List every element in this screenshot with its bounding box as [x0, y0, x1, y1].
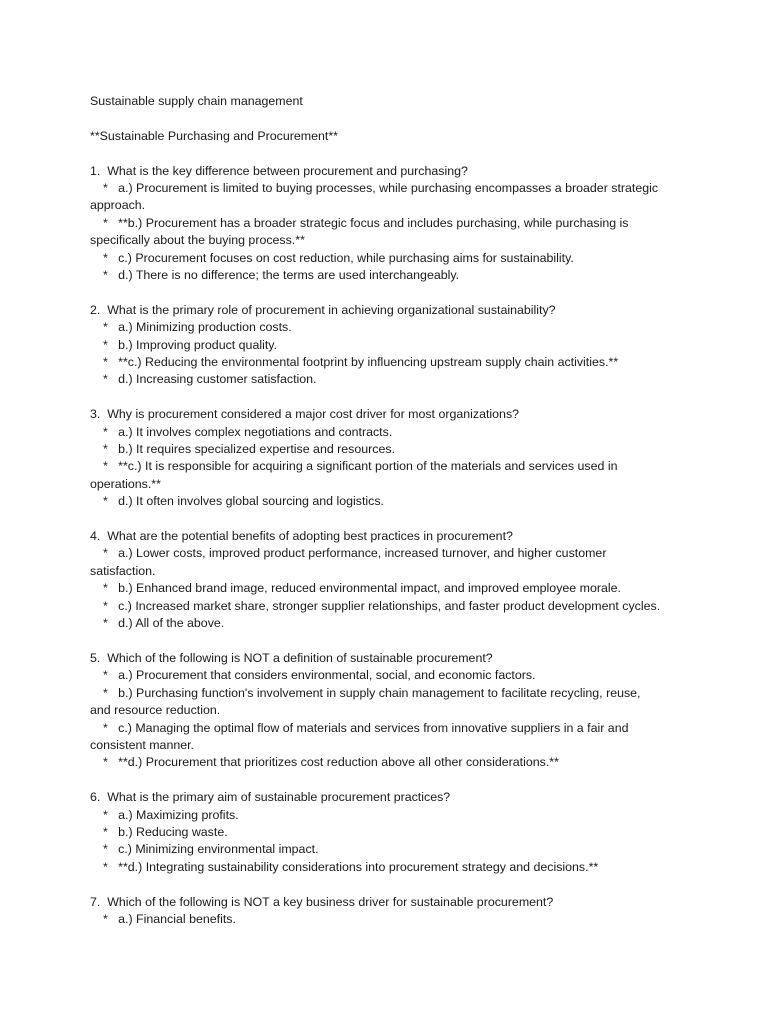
- answer-option-text: * **d.) Integrating sustainability considerations into procurement strategy and decisions.**: [103, 859, 599, 874]
- question-text: 4. What are the potential benefits of adopting best practices in procurement?: [90, 529, 513, 544]
- answer-option: [90, 215, 708, 250]
- answer-option: [90, 859, 708, 876]
- answer-option: [90, 598, 708, 615]
- answer-option-continuation: operations.**: [90, 476, 161, 491]
- question-block: [90, 789, 708, 893]
- answer-option-text: * a.) Financial benefits.: [103, 911, 236, 926]
- answer-option-text: * a.) Procurement is limited to buying processes, while purchasing encompasses a broader strategic: [103, 181, 659, 195]
- question-text: 2. What is the primary role of procurement in achieving organizational sustainability?: [90, 302, 556, 317]
- answer-option: [90, 458, 708, 493]
- answer-option-text: * a.) Procurement that considers environmental, social, and economic factors.: [103, 668, 536, 683]
- answer-option: [90, 911, 708, 928]
- answer-option-text: * a.) Minimizing production costs.: [103, 320, 292, 335]
- answer-option: [90, 424, 708, 441]
- answer-option: [90, 267, 708, 284]
- answer-option-text: * **b.) Procurement has a broader strategic focus and includes purchasing, while purchasing is: [103, 215, 629, 230]
- answer-option: [90, 615, 708, 632]
- answer-option-text: * **c.) It is responsible for acquiring a significant portion of the materials and services used in: [103, 459, 618, 474]
- answer-option: [90, 250, 708, 267]
- section-heading: **Sustainable Purchasing and Procurement**: [90, 128, 338, 143]
- answer-option: [90, 354, 708, 371]
- answer-option-text: * a.) Maximizing profits.: [103, 807, 239, 822]
- question-block: [90, 528, 708, 650]
- answer-option-text: * c.) Increased market share, stronger supplier relationships, and faster product development cycles.: [103, 598, 661, 613]
- question-text: 1. What is the key difference between procurement and purchasing?: [90, 163, 468, 178]
- answer-option-text: * **c.) Reducing the environmental footprint by influencing upstream supply chain activities.**: [103, 355, 619, 370]
- question-list: [90, 163, 708, 929]
- answer-option-text: * d.) Increasing customer satisfaction.: [103, 372, 317, 387]
- question-block: [90, 650, 708, 789]
- answer-option: [90, 841, 708, 858]
- answer-option-text: * d.) All of the above.: [103, 616, 225, 631]
- answer-option-text: * b.) Reducing waste.: [103, 824, 228, 839]
- answer-option-text: * a.) Lower costs, improved product performance, increased turnover, and higher customer: [103, 546, 607, 561]
- answer-option: [90, 685, 708, 720]
- question-text: 3. Why is procurement considered a major cost driver for most organizations?: [90, 407, 520, 422]
- answer-option: [90, 337, 708, 354]
- answer-option: [90, 807, 708, 824]
- answer-option: [90, 545, 708, 580]
- answer-option-text: * a.) It involves complex negotiations and contracts.: [103, 424, 393, 439]
- answer-option: [90, 371, 708, 388]
- answer-option-continuation: satisfaction.: [90, 563, 156, 578]
- answer-option: [90, 493, 708, 510]
- answer-option-text: * b.) Improving product quality.: [103, 337, 278, 352]
- answer-option: [90, 667, 708, 684]
- question-block: [90, 894, 708, 929]
- answer-option-continuation: approach.: [90, 198, 146, 213]
- answer-option: [90, 319, 708, 336]
- answer-option-text: * b.) It requires specialized expertise and resources.: [103, 442, 396, 457]
- answer-option-text: * b.) Enhanced brand image, reduced environmental impact, and improved employee morale.: [103, 581, 621, 596]
- answer-option: [90, 754, 708, 771]
- answer-option-continuation: consistent manner.: [90, 737, 195, 752]
- answer-option-text: * b.) Purchasing function's involvement in supply chain management to facilitate recycling, reuse,: [103, 685, 641, 700]
- answer-option: [90, 824, 708, 841]
- answer-option-text: * d.) There is no difference; the terms are used interchangeably.: [103, 268, 460, 283]
- answer-option-text: * **d.) Procurement that prioritizes cost reduction above all other considerations.**: [103, 755, 559, 770]
- question-block: [90, 406, 708, 528]
- question-text: 7. Which of the following is NOT a key business driver for sustainable procurement?: [90, 894, 554, 909]
- answer-option-text: * c.) Minimizing environmental impact.: [103, 842, 319, 857]
- answer-option: [90, 720, 708, 755]
- answer-option-text: * c.) Procurement focuses on cost reduction, while purchasing aims for sustainability.: [103, 250, 574, 265]
- document-title: Sustainable supply chain management: [90, 94, 303, 108]
- answer-option-continuation: specifically about the buying process.**: [90, 233, 305, 248]
- answer-option-text: * c.) Managing the optimal flow of materials and services from innovative suppliers in a fair and: [103, 720, 629, 735]
- question-block: [90, 302, 708, 406]
- question-text: 6. What is the primary aim of sustainable procurement practices?: [90, 790, 451, 805]
- answer-option: [90, 580, 708, 597]
- answer-option-continuation: and resource reduction.: [90, 703, 221, 718]
- question-text: 5. Which of the following is NOT a definition of sustainable procurement?: [90, 650, 493, 665]
- answer-option-text: * d.) It often involves global sourcing and logistics.: [103, 494, 385, 509]
- answer-option: [90, 180, 708, 215]
- question-block: [90, 163, 708, 302]
- answer-option: [90, 441, 708, 458]
